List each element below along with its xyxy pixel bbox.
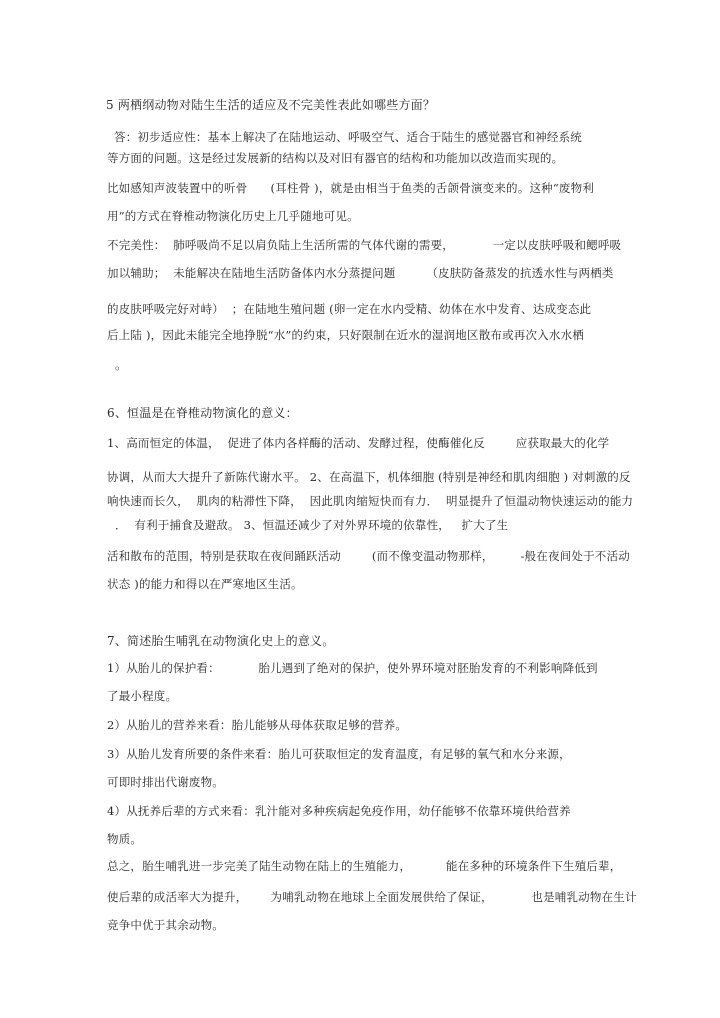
q5-line: 加以辅助； 未能解决在陆地生活防备体内水分蒸提问题 （皮肤防备蒸发的抗透水性与两栖类 bbox=[107, 266, 614, 280]
q7-line: 使后辈的成活率大为提升， 为哺乳动物在地球上全面发展供给了保证， 也是哺乳动物在生计 bbox=[107, 890, 637, 904]
q5-line: 后上陆 )，因此未能完全地挣脱“水”的约束，只好限制在近水的湿润地区散布或再次入水水栖 bbox=[107, 328, 584, 342]
q5-line: 不完美性： 肺呼吸尚不足以肩负陆上生活所需的气体代谢的需要， 一定以皮肤呼吸和鳃呼吸 bbox=[107, 238, 622, 252]
q5-line: 的皮肤呼吸完好对峙） ；在陆地生殖问题 (卵一定在水内受精、幼体在水中发育、达成变态此 bbox=[107, 302, 592, 316]
q7-line: 物质。 bbox=[107, 832, 143, 846]
q6-title: 6、恒温是在脊椎动物演化的意义： bbox=[107, 406, 298, 420]
q5-line: 。 bbox=[115, 358, 128, 372]
q5-line: 答：初步适应性：基本上解决了在陆地运动、呼吸空气、适合于陆生的感觉器官和神经系统 bbox=[114, 130, 582, 144]
q7-line: 竞争中优于其余动物。 bbox=[107, 918, 224, 932]
q7-line: 2）从胎儿的营养来看：胎儿能够从母体获取足够的营养。 bbox=[107, 718, 408, 732]
q7-line: 1）从胎儿的保护看： 胎儿遇到了绝对的保护，使外界环境对胚胎发育的不利影响降低到 bbox=[107, 661, 598, 675]
q6-line: 协调，从而大大提升了新陈代谢水平。 2、在高温下，机体细胞 (特别是神经和肌肉细胞 ) 对刺激的反 bbox=[107, 470, 631, 484]
q5-line: 比如感知声波装置中的听骨 (耳柱骨 )，就是由相当于鱼类的舌颌骨演变来的。这种“废物利 bbox=[107, 181, 595, 195]
q6-line: ． 有利于捕食及避敌。 3、恒温还减少了对外界环境的依靠性， 扩大了生 bbox=[115, 518, 509, 532]
q7-line: 3）从胎儿发育所要的条件来看：胎儿可获取恒定的发育温度，有足够的氧气和水分来源， bbox=[107, 747, 571, 761]
q5-line: 等方面的问题。这是经过发展新的结构以及对旧有器官的结构和功能加以改造而实现的。 bbox=[107, 151, 564, 165]
q7-line: 总之，胎生哺乳进一步完美了陆生动物在陆上的生殖能力， 能在多种的环境条件下生殖后辈， bbox=[107, 859, 622, 873]
q6-line: 响快速而长久， 肌肉的粘滞性下降， 因此肌肉缩短快而有力． 明显提升了恒温动物快速运动的能力 bbox=[107, 494, 634, 508]
q7-line: 可即时排出代谢废物。 bbox=[107, 775, 224, 789]
q7-title: 7、简述胎生哺乳在动物演化史上的意义。 bbox=[107, 634, 335, 648]
q6-line: 1、高而恒定的体温， 促进了体内各样酶的活动、发酵过程，使酶催化反 应获取最大的化学 bbox=[107, 436, 610, 450]
q6-line: 状态 )的能力和得以在严寒地区生活。 bbox=[107, 577, 303, 591]
q5-title: 5 两栖纲动物对陆生生活的适应及不完美性表此如哪些方面？ bbox=[106, 98, 436, 112]
q5-line: 用”的方式在脊椎动物演化历史上几乎随地可见。 bbox=[107, 209, 359, 223]
q6-line: 活和散布的范围，特别是获取在夜间踊跃活动 (而不像变温动物那样， -般在夜间处于不活动 bbox=[107, 549, 630, 563]
q7-line: 4）从抚养后辈的方式来看：乳汁能对多种疾病起免疫作用，幼仔能够不依靠环境供给营养 bbox=[107, 804, 571, 818]
q7-line: 了最小程度。 bbox=[107, 689, 178, 703]
